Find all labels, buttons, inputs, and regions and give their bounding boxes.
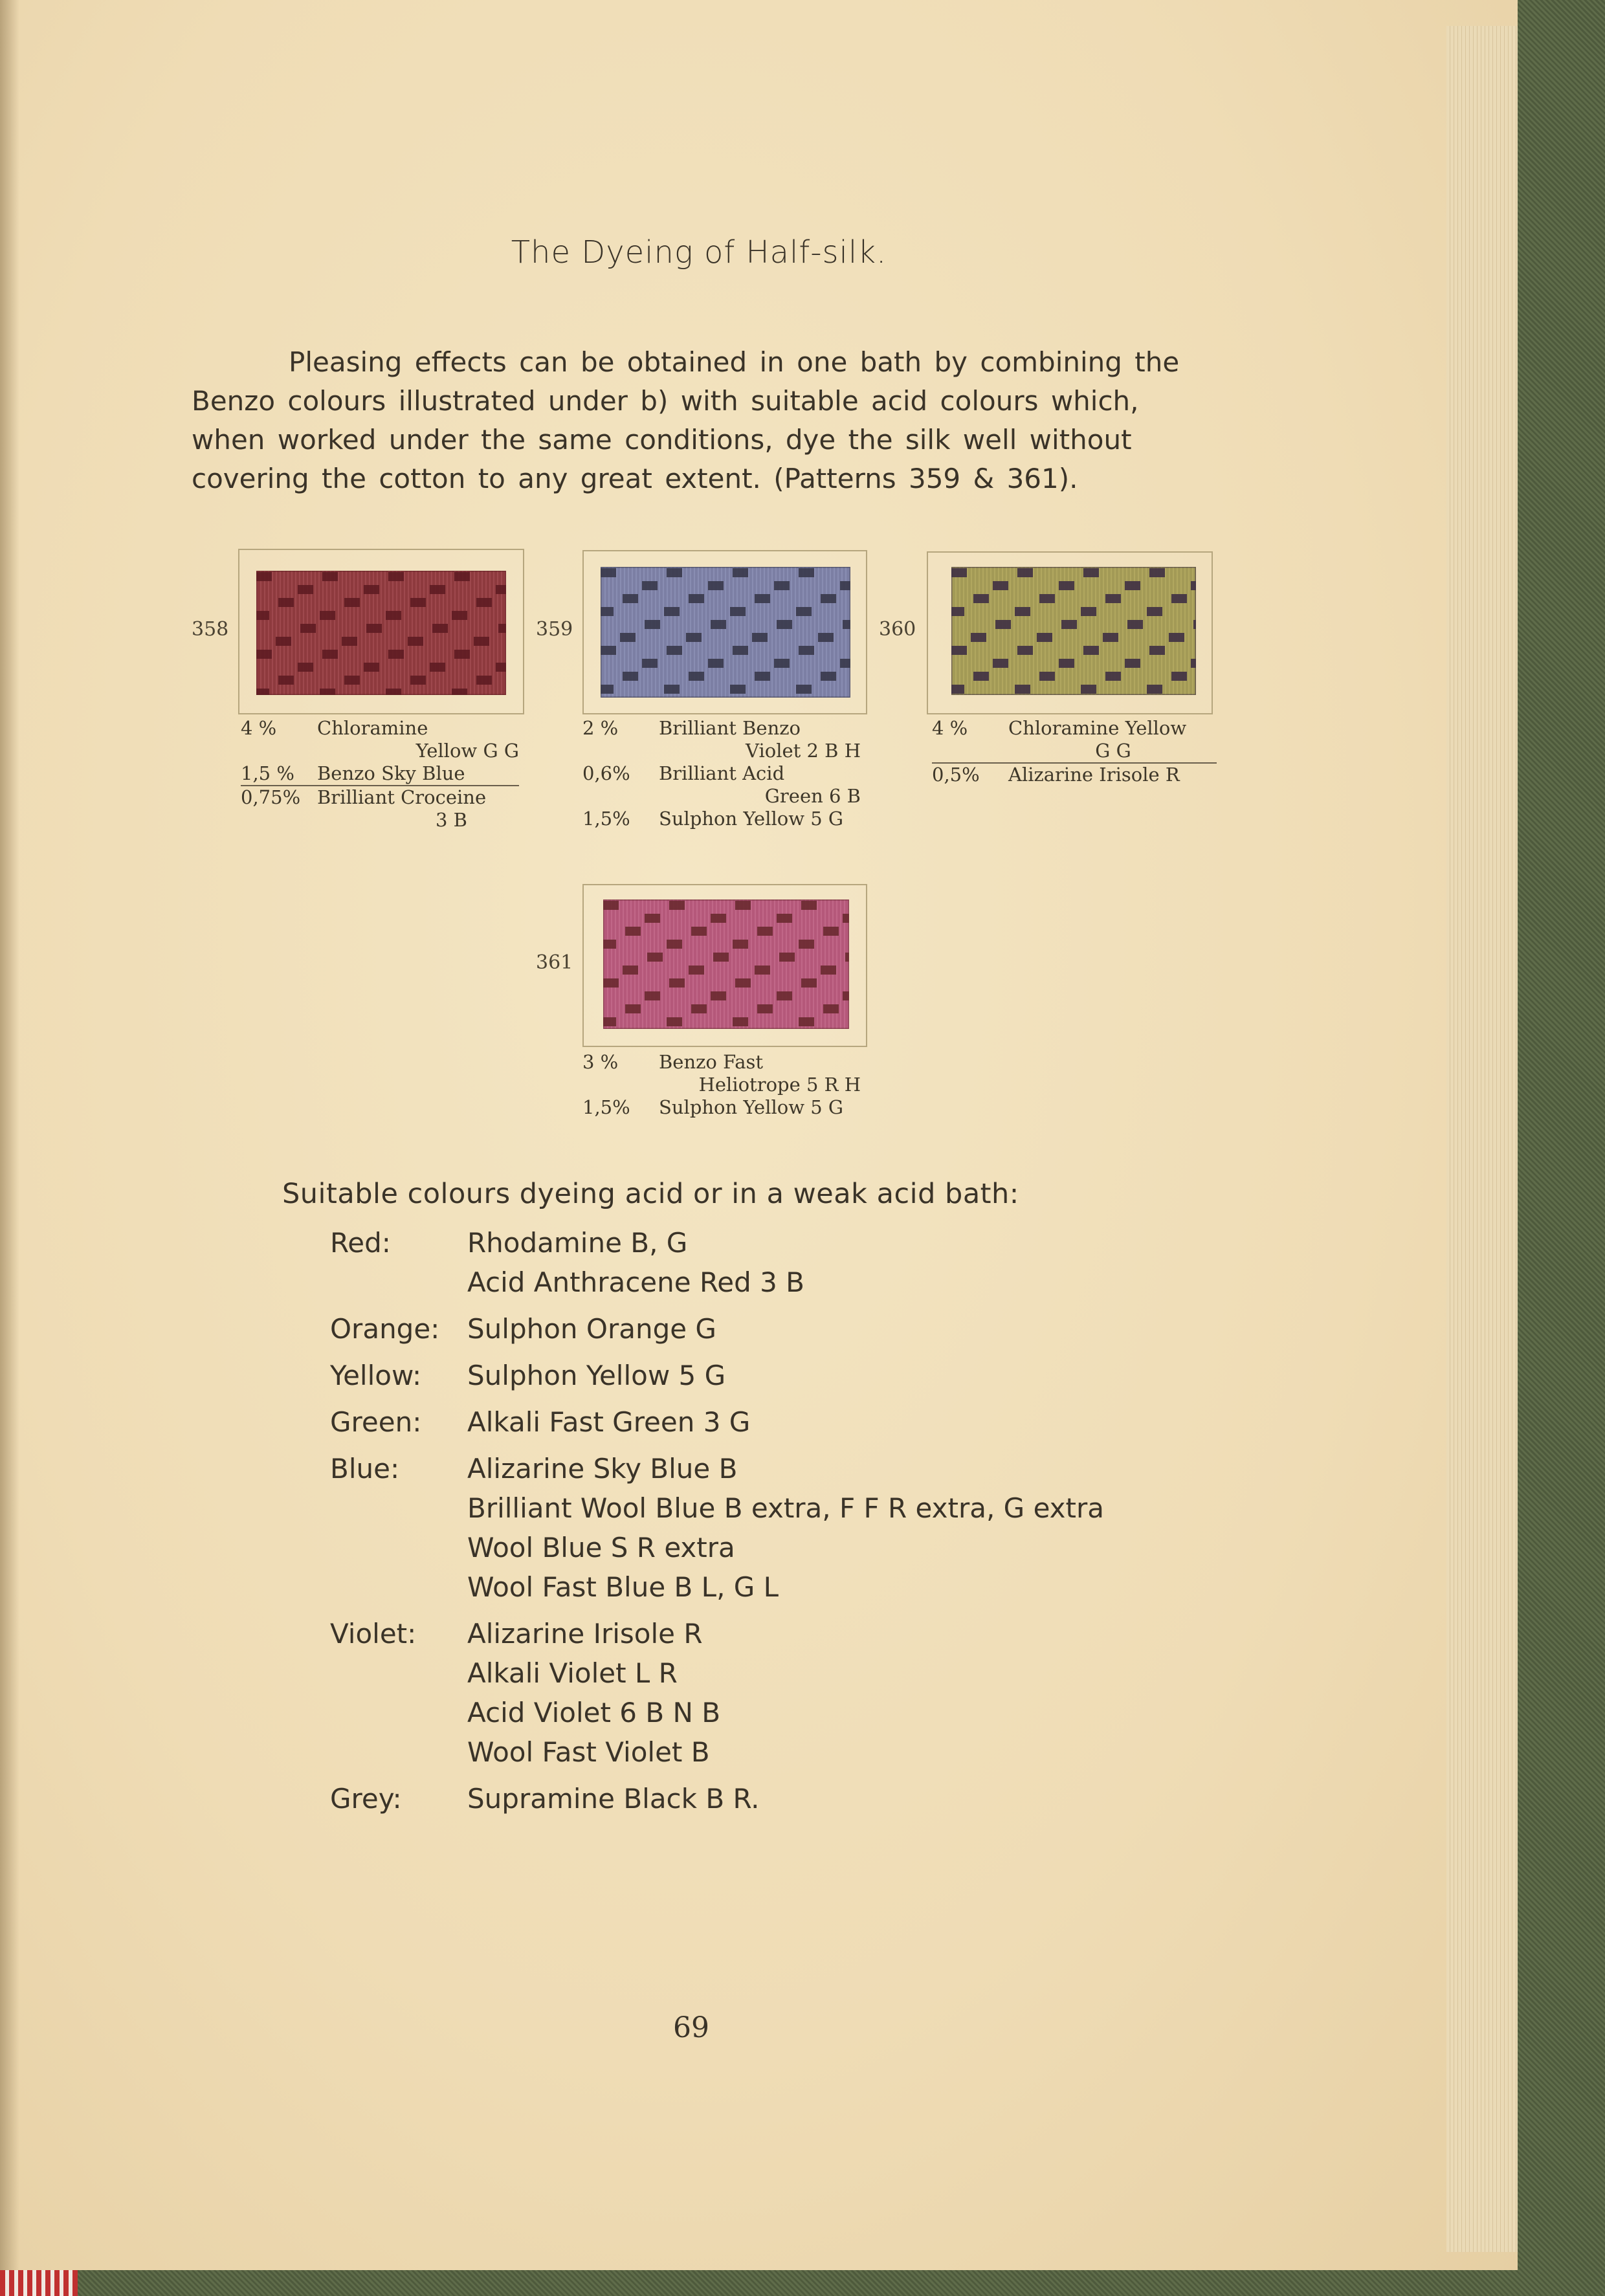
weave-block (620, 633, 636, 642)
colour-item: Acid Anthracene Red 3 B (467, 1266, 804, 1298)
weave-block (973, 594, 989, 603)
fabric-swatch (256, 571, 506, 695)
weave-block (1061, 620, 1077, 629)
weave-block (993, 659, 1008, 668)
weave-block (799, 568, 814, 577)
weave-block (1149, 568, 1165, 577)
recipe-pct: 3 % (582, 1051, 619, 1073)
intro-line: Pleasing effects can be obtained in one bath by combining the (289, 346, 1180, 378)
weave-block (623, 594, 638, 603)
weave-block (664, 685, 680, 694)
intro-line: when worked under the same conditions, dye the silk well without (192, 424, 1132, 456)
weave-block (601, 646, 616, 655)
recipe-360 (932, 717, 1217, 786)
weave-block (1171, 672, 1187, 681)
colour-item: Sulphon Orange G (467, 1313, 716, 1345)
colour-item: Wool Fast Blue B L, G L (467, 1571, 779, 1603)
weave-block (320, 611, 335, 620)
intro-line: Benzo colours illustrated under b) with suitable acid colours which, (192, 385, 1139, 417)
weave-block (454, 650, 470, 659)
weave-block (733, 1017, 748, 1026)
weave-block (1125, 581, 1140, 590)
weave-block (801, 901, 817, 910)
weave-block (823, 1004, 839, 1013)
recipe-dye: Benzo Sky Blue (317, 762, 465, 784)
weave-block (757, 927, 773, 936)
weave-block (256, 650, 272, 659)
weave-block (430, 585, 445, 594)
recipe-dye: Chloramine Yellow (1008, 717, 1187, 739)
recipe-359 (582, 717, 861, 830)
recipe-pct: 1,5 % (241, 762, 294, 784)
swatch-frame (238, 549, 524, 714)
weave-block (686, 633, 702, 642)
weave-block (1081, 607, 1096, 616)
colour-item: Wool Fast Violet B (467, 1736, 710, 1768)
weave-block (799, 1017, 814, 1026)
weave-block (735, 901, 751, 910)
colour-item: Supramine Black B R. (467, 1783, 760, 1815)
weave-block (951, 646, 967, 655)
page-number: 69 (673, 2011, 709, 2044)
weave-block (1105, 594, 1121, 603)
weave-block (322, 572, 338, 581)
recipe-pct: 2 % (582, 717, 619, 739)
weave-block (496, 663, 506, 672)
fabric-swatch (951, 567, 1196, 695)
weave-block (601, 685, 614, 694)
colour-category: Yellow: (330, 1360, 422, 1391)
weave-block (1147, 685, 1162, 694)
recipe-pct: 4 % (241, 717, 277, 739)
weave-block (664, 607, 680, 616)
gutter-shadow (0, 0, 19, 2270)
recipe-dye-cont: 3 B (436, 809, 467, 831)
weave-block (1083, 646, 1099, 655)
weave-block (386, 611, 401, 620)
weave-block (711, 620, 726, 629)
weave-block (971, 633, 986, 642)
swatch-frame (582, 884, 867, 1047)
weave-block (708, 581, 724, 590)
weave-block (1039, 594, 1055, 603)
weave-block (1149, 646, 1165, 655)
weave-block (777, 991, 792, 1000)
weave-block (300, 624, 316, 633)
pattern-number: 358 (192, 618, 229, 641)
weave-block (642, 581, 658, 590)
weave-block (1171, 594, 1187, 603)
weave-block (1147, 607, 1162, 616)
recipe-dye: Sulphon Yellow 5 G (659, 808, 844, 830)
weave-block (818, 633, 834, 642)
recipe-361 (582, 1051, 861, 1119)
weave-block (1015, 685, 1030, 694)
weave-block (603, 940, 616, 949)
weave-block (1125, 659, 1140, 668)
recipe-dye: Chloramine (317, 717, 428, 739)
recipe-dye: Alizarine Irisole R (1008, 764, 1180, 786)
bookmark-ribbon (0, 2270, 78, 2296)
weave-block (1039, 672, 1055, 681)
weave-block (840, 659, 850, 668)
weave-block (799, 646, 814, 655)
weave-block (364, 663, 379, 672)
colour-group-blue (330, 1449, 1104, 1607)
weave-block (298, 585, 313, 594)
weave-block (1017, 646, 1033, 655)
weave-block (667, 568, 682, 577)
weave-block (667, 646, 682, 655)
weave-block (708, 659, 724, 668)
weave-block (1017, 568, 1033, 577)
colour-item: Sulphon Yellow 5 G (467, 1360, 726, 1391)
weave-block (951, 607, 964, 616)
weave-block (432, 624, 448, 633)
colour-item: Alkali Fast Green 3 G (467, 1406, 751, 1438)
recipe-dye-cont: G G (932, 740, 1217, 764)
fabric-swatch (603, 900, 849, 1029)
weave-block (366, 624, 382, 633)
weave-block (821, 966, 836, 975)
weave-block (1059, 581, 1074, 590)
suitable-colours-heading: Suitable colours dyeing acid or in a weak acid bath: (282, 1178, 1019, 1210)
weave-block (496, 585, 506, 594)
colour-item: Alizarine Irisole R (467, 1618, 703, 1650)
weave-block (474, 637, 489, 646)
colour-group-yellow (330, 1356, 1104, 1395)
colour-group-green (330, 1402, 1104, 1442)
weave-block (364, 585, 379, 594)
recipe-dye-cont: Yellow G G (415, 740, 519, 762)
weave-block (388, 572, 404, 581)
weave-block (667, 1017, 682, 1026)
weave-block (410, 676, 426, 685)
recipe-dye: Sulphon Yellow 5 G (659, 1096, 844, 1118)
recipe-pct: 1,5% (582, 808, 630, 830)
pattern-number: 360 (879, 618, 916, 641)
weave-block (711, 991, 726, 1000)
weave-block (843, 620, 850, 629)
weave-block (298, 663, 313, 672)
weave-block (733, 568, 748, 577)
colour-group-grey (330, 1779, 1104, 1818)
weave-block (344, 598, 360, 607)
weave-block (993, 581, 1008, 590)
weave-block (1015, 607, 1030, 616)
recipe-pct: 0,5% (932, 764, 980, 786)
weave-block (689, 672, 704, 681)
pattern-number: 359 (536, 618, 573, 641)
colour-item: Wool Blue S R extra (467, 1532, 735, 1563)
weave-block (601, 607, 614, 616)
weave-block (711, 914, 726, 923)
recipe-dye-cont: Green 6 B (764, 785, 861, 807)
weave-block (256, 611, 269, 620)
colour-category: Red: (330, 1227, 391, 1259)
weave-block (410, 598, 426, 607)
colour-category: Violet: (330, 1618, 417, 1650)
weave-block (667, 940, 682, 949)
weave-block (733, 940, 748, 949)
weave-block (821, 672, 836, 681)
weave-block (777, 914, 792, 923)
weave-block (691, 927, 707, 936)
recipe-358 (241, 717, 519, 832)
weave-block (1103, 633, 1118, 642)
weave-block (623, 966, 638, 975)
weave-block (774, 581, 790, 590)
weave-block (1169, 633, 1184, 642)
weave-block (689, 594, 704, 603)
weave-block (757, 1004, 773, 1013)
weave-block (498, 624, 506, 633)
weave-block (603, 901, 619, 910)
weave-block (821, 594, 836, 603)
colour-group-red (330, 1223, 1104, 1302)
weave-block (752, 633, 768, 642)
pattern-number: 361 (536, 951, 573, 974)
weave-block (476, 676, 492, 685)
weave-block (779, 953, 795, 962)
weave-block (1127, 620, 1143, 629)
colour-category: Green: (330, 1406, 422, 1438)
recipe-dye: Brilliant Croceine (317, 786, 487, 808)
colour-group-violet (330, 1614, 1104, 1772)
weave-block (777, 620, 792, 629)
weave-block (625, 927, 641, 936)
weave-block (454, 572, 470, 581)
colour-list (330, 1223, 1104, 1826)
swatch-frame (927, 551, 1213, 714)
weave-block (603, 978, 619, 988)
recipe-pct: 4 % (932, 717, 968, 739)
weave-block (669, 901, 685, 910)
weave-block (642, 659, 658, 668)
page-edges (1446, 26, 1518, 2252)
weave-block (755, 672, 770, 681)
colour-item: Acid Violet 6 B N B (467, 1697, 721, 1728)
weave-block (735, 978, 751, 988)
colour-category: Blue: (330, 1453, 400, 1485)
weave-block (452, 611, 467, 620)
weave-block (603, 1017, 616, 1026)
weave-block (796, 607, 812, 616)
weave-block (669, 978, 685, 988)
weave-block (1083, 568, 1099, 577)
recipe-pct: 0,6% (582, 762, 630, 784)
weave-block (1059, 659, 1074, 668)
weave-block (256, 572, 272, 581)
weave-block (278, 598, 294, 607)
weave-block (1081, 685, 1096, 694)
weave-block (645, 620, 660, 629)
colour-item: Rhodamine B, G (467, 1227, 688, 1259)
weave-block (625, 1004, 641, 1013)
weave-block (755, 594, 770, 603)
colour-category: Orange: (330, 1313, 440, 1345)
recipe-dye-cont: Heliotrope 5 R H (698, 1074, 861, 1096)
weave-block (1105, 672, 1121, 681)
page-title: The Dyeing of Half-silk. (511, 234, 887, 270)
weave-block (408, 637, 423, 646)
recipe-pct: 0,75% (241, 786, 301, 808)
recipe-dye: Brilliant Benzo (659, 717, 801, 739)
weave-block (430, 663, 445, 672)
intro-line: covering the cotton to any great extent. (Patterns 359 & 361). (192, 463, 1078, 494)
weave-block (276, 637, 291, 646)
weave-block (322, 650, 338, 659)
weave-block (689, 966, 704, 975)
recipe-dye-cont: Violet 2 B H (746, 740, 861, 762)
weave-block (755, 966, 770, 975)
colour-group-orange (330, 1309, 1104, 1349)
fabric-swatch (601, 567, 850, 698)
weave-block (342, 637, 357, 646)
weave-block (951, 568, 967, 577)
weave-block (973, 672, 989, 681)
weave-block (278, 676, 294, 685)
weave-block (801, 978, 817, 988)
weave-block (601, 568, 616, 577)
weave-block (730, 607, 746, 616)
weave-block (796, 685, 812, 694)
weave-block (733, 646, 748, 655)
weave-block (713, 953, 729, 962)
weave-block (799, 940, 814, 949)
colour-item: Alkali Violet L R (467, 1657, 678, 1689)
weave-block (774, 659, 790, 668)
colour-category: Grey: (330, 1783, 402, 1815)
weave-block (344, 676, 360, 685)
weave-block (645, 914, 660, 923)
weave-block (623, 672, 638, 681)
weave-block (476, 598, 492, 607)
intro-paragraph (192, 343, 1213, 498)
weave-block (691, 1004, 707, 1013)
recipe-dye: Brilliant Acid (659, 762, 785, 784)
weave-block (730, 685, 746, 694)
weave-block (645, 991, 660, 1000)
recipe-pct: 1,5% (582, 1096, 630, 1118)
swatch-frame (582, 550, 867, 714)
weave-block (388, 650, 404, 659)
weave-block (995, 620, 1011, 629)
weave-block (951, 685, 964, 694)
weave-block (647, 953, 663, 962)
weave-block (1037, 633, 1052, 642)
weave-block (840, 581, 850, 590)
colour-item: Brilliant Wool Blue B extra, F F R extra, G extra (467, 1492, 1105, 1524)
weave-block (823, 927, 839, 936)
colour-item: Alizarine Sky Blue B (467, 1453, 738, 1485)
recipe-dye: Benzo Fast (659, 1051, 764, 1073)
